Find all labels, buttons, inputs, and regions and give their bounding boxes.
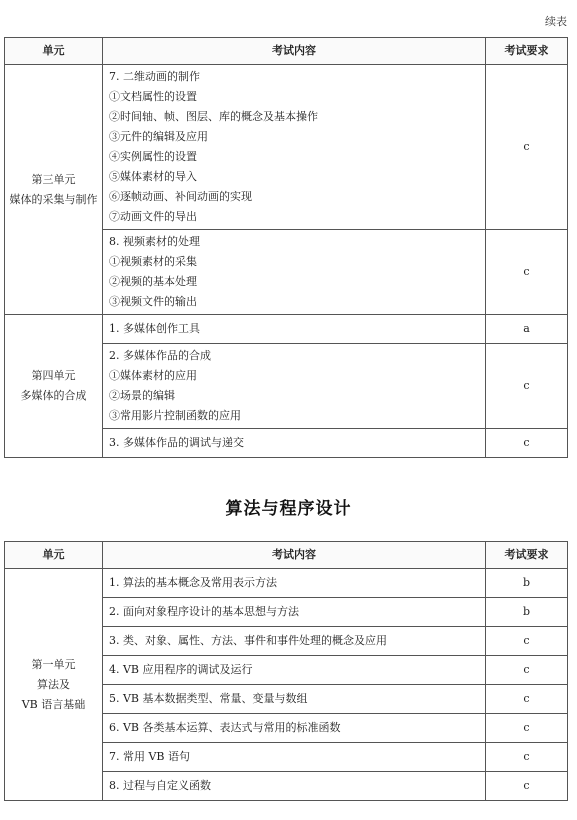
unit-title: VB 语言基础 (21, 697, 86, 711)
requirement-cell: c (486, 344, 568, 429)
content-item: ②视频的基本处理 (109, 275, 197, 288)
content-cell: 7. 常用 VB 语句 (103, 743, 486, 772)
continued-label: 续表 (545, 15, 567, 28)
table-header-row (5, 542, 568, 569)
content-item: ②场景的编辑 (109, 389, 175, 402)
header-content: 考试内容 (103, 542, 486, 569)
content-cell: 8. 过程与自定义函数 (103, 772, 486, 801)
exam-table-programming (4, 541, 568, 801)
content-item: ⑤媒体素材的导入 (109, 170, 197, 183)
requirement-cell: c (486, 429, 568, 458)
requirement-cell: c (486, 743, 568, 772)
table-row (5, 65, 568, 230)
content-item: ④实例属性的设置 (109, 150, 197, 163)
content-cell: 6. VB 各类基本运算、表达式与常用的标准函数 (103, 714, 486, 743)
requirement-cell: c (486, 714, 568, 743)
content-heading: 7. 二维动画的制作 (109, 70, 200, 83)
content-cell: 5. VB 基本数据类型、常量、变量与数组 (103, 685, 486, 714)
content-cell (103, 230, 486, 315)
content-heading: 8. 视频素材的处理 (109, 235, 200, 248)
header-content: 考试内容 (103, 38, 486, 65)
header-requirement: 考试要求 (486, 38, 568, 65)
header-unit: 单元 (5, 542, 103, 569)
header-requirement: 考试要求 (486, 542, 568, 569)
content-item: ③常用影片控制函数的应用 (109, 409, 241, 422)
requirement-cell: c (486, 65, 568, 230)
content-cell: 3. 多媒体作品的调试与递交 (103, 429, 486, 458)
content-item: ⑥逐帧动画、补间动画的实现 (109, 190, 252, 203)
table-row (5, 315, 568, 344)
content-heading: 2. 多媒体作品的合成 (109, 349, 211, 362)
unit-name: 第四单元 (31, 369, 76, 382)
unit-cell-3 (5, 65, 103, 315)
content-cell: 3. 类、对象、属性、方法、事件和事件处理的概念及应用 (103, 627, 486, 656)
content-cell: 1. 多媒体创作工具 (103, 315, 486, 344)
content-item: ②时间轴、帧、图层、库的概念及基本操作 (109, 110, 318, 123)
requirement-cell: c (486, 685, 568, 714)
unit-title: 算法及 (37, 677, 70, 691)
unit-name: 第一单元 (31, 657, 76, 671)
exam-table-multimedia (4, 37, 568, 458)
content-cell: 4. VB 应用程序的调试及运行 (103, 656, 486, 685)
content-item: ①媒体素材的应用 (109, 369, 197, 382)
content-cell (103, 65, 486, 230)
unit-cell-1 (5, 569, 103, 801)
header-unit: 单元 (5, 38, 103, 65)
unit-title: 多媒体的合成 (20, 389, 87, 402)
table-row (5, 569, 568, 598)
unit-cell-4 (5, 315, 103, 458)
content-item: ①文档属性的设置 (109, 90, 197, 103)
section-title: 算法与程序设计 (225, 499, 352, 519)
content-cell: 2. 面向对象程序设计的基本思想与方法 (103, 598, 486, 627)
requirement-cell: b (486, 569, 568, 598)
table-header-row (5, 38, 568, 65)
unit-name: 第三单元 (31, 172, 76, 186)
requirement-cell: c (486, 772, 568, 801)
requirement-cell: c (486, 656, 568, 685)
content-item: ③视频文件的输出 (109, 295, 197, 308)
unit-title: 媒体的采集与制作 (9, 192, 98, 206)
requirement-cell: a (486, 315, 568, 344)
content-cell: 1. 算法的基本概念及常用表示方法 (103, 569, 486, 598)
content-item: ③元件的编辑及应用 (109, 130, 208, 143)
requirement-cell: b (486, 598, 568, 627)
content-item: ⑦动画文件的导出 (109, 210, 197, 223)
content-cell (103, 344, 486, 429)
requirement-cell: c (486, 627, 568, 656)
requirement-cell: c (486, 230, 568, 315)
content-item: ①视频素材的采集 (109, 255, 197, 268)
